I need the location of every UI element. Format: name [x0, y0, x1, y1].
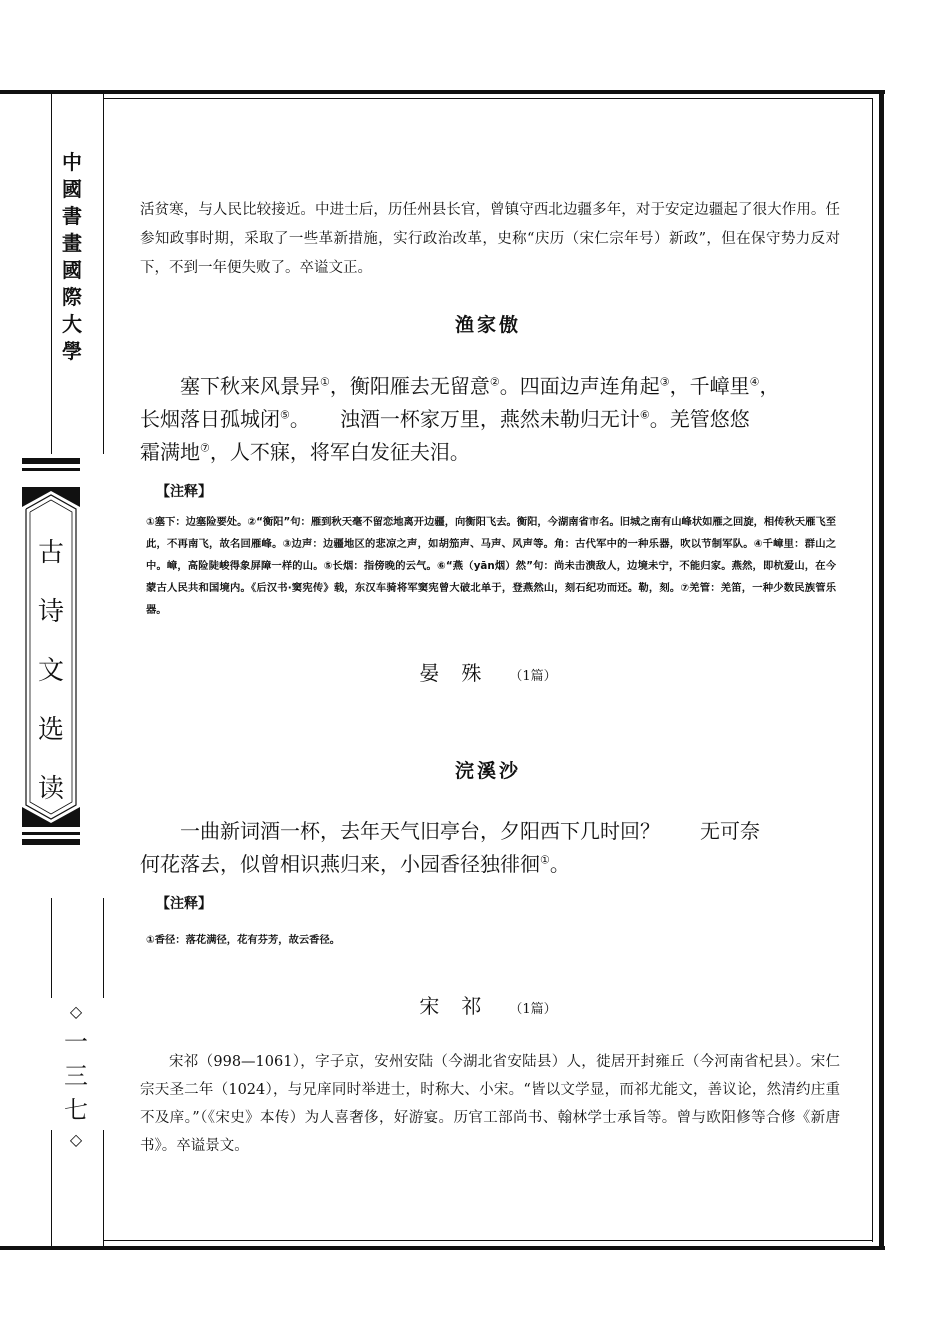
page-frame-bottom-inner [103, 1240, 873, 1241]
page-frame-top-inner [103, 98, 873, 99]
page-number-char: 七 [64, 1096, 88, 1124]
school-char: 學 [62, 339, 82, 363]
poem-line: 霜满地⑦，人不寐，将军白发征夫泪。 [140, 440, 470, 464]
banner-top-bar [22, 458, 80, 464]
diamond-icon: ◇ [69, 1002, 83, 1021]
intro-section [140, 196, 840, 283]
school-char: 大 [62, 312, 82, 336]
book-title-char: 诗 [37, 597, 64, 627]
page-frame-right [879, 90, 884, 1250]
book-title-char: 读 [37, 774, 64, 804]
note-text: ①香径：落花满径，花有芬芳，故云香径。 [146, 934, 341, 946]
page-frame-top [0, 90, 885, 94]
margin-rule-right-lower [103, 898, 104, 998]
intro-paragraph: 活贫寒，与人民比较接近。中进士后，历任州县长官，曾镇守西北边疆多年，对于安定边疆起了很大作用。任参知政事时期，采取了一些革新措施，实行政治改革，史称“庆历（宋仁宗年号）新政”，但在保守势力反对下，不到一年便失败了。卒谥文正。 [140, 202, 840, 276]
bio-section [140, 1048, 840, 1160]
poem-body [140, 815, 840, 881]
author-heading [103, 990, 873, 1019]
school-char: 畫 [62, 231, 82, 255]
bio-paragraph: 宋祁（998—1061），字子京，安州安陆（今湖北省安陆县）人，徙居开封雍丘（今河南省杞县）。宋仁宗天圣二年（1024），与兄庠同时举进士，时称大、小宋。“皆以文学显，而祁尤能文，善议论，然清约庄重不及庠。”（《宋史》本传）为人喜奢侈，好游宴。历官工部尚书、翰林学士承旨等。曾与欧阳修等合修《新唐书》。卒谥景文。 [140, 1054, 840, 1154]
school-char: 中 [62, 150, 82, 174]
book-title-char: 文 [37, 656, 64, 686]
school-char: 際 [62, 285, 82, 309]
book-title-vertical [22, 540, 80, 835]
diamond-icon: ◇ [69, 1130, 83, 1149]
note-label: 【注释】 [156, 484, 212, 500]
page-number-char: 一 [64, 1028, 88, 1056]
book-title-char: 选 [37, 715, 64, 745]
author-heading [103, 657, 873, 686]
poem-title: 浣溪沙 [454, 760, 521, 782]
poem-body [140, 370, 840, 469]
margin-rule-left-lower [51, 898, 52, 998]
school-char: 書 [62, 204, 82, 228]
page-number-char: 三 [64, 1062, 88, 1090]
poem-title: 渔家傲 [454, 314, 521, 336]
poem-line: 一曲新词酒一杯，去年天气旧亭台，夕阳西下几时回？ 无可奈 [180, 819, 760, 843]
poem-line: 塞下秋来风景异①，衡阳雁去无留意②。四面边声连角起③，千嶂里④， [180, 374, 780, 398]
school-name-vertical [62, 152, 82, 368]
author-poem-count: （1篇） [509, 1002, 557, 1017]
book-title-char: 古 [37, 538, 64, 568]
poem-line: 长烟落日孤城闭⑤。 浊酒一杯家万里，燕然未勒归无计⑥。羌管悠悠 [140, 407, 750, 431]
author-name: 晏殊 [419, 661, 504, 685]
page-number-vertical [58, 1004, 94, 1158]
margin-rule-left-bottom [51, 1130, 52, 1246]
banner-bottom-bar [22, 839, 80, 845]
note-text: ①塞下：边塞险要处。②“衡阳”句：雁到秋天毫不留恋地离开边疆，向衡阳飞去。衡阳，今湖南省市名。旧城之南有山峰状如雁之回旋，相传秋天雁飞至此，不再南飞，故名回雁峰。③边声：边疆地区的悲凉之声，如胡笳声、马声、风声等。角：古代军中的一种乐器，吹以节制军队。④千嶂里：群山之中。嶂，高险陡峻得象屏障一样的山。⑤长烟：指傍晚的云气。⑥“燕（yān烟）然”句：尚未击溃敌人，边境未宁，不能归家。燕然，即杭爱山，在今蒙古人民共和国境内。《后汉书·窦宪传》载，东汉车骑将军窦宪曾大破北单于，登燕然山，刻石纪功而还。勒，刻。⑦羌管：羌笛，一种少数民族管乐器。 [146, 516, 836, 616]
margin-rule-left [51, 94, 52, 454]
author-poem-count: （1篇） [509, 669, 557, 684]
school-char: 國 [62, 258, 82, 282]
school-char: 國 [62, 177, 82, 201]
poem-line: 何花落去，似曾相识燕归来，小园香径独徘徊①。 [140, 852, 570, 876]
note-label: 【注释】 [156, 896, 212, 912]
margin-rule-right [103, 94, 104, 454]
page-frame-bottom [0, 1246, 885, 1250]
margin-rule-right-bottom [103, 1130, 104, 1246]
banner-top-bar-thin [22, 468, 80, 471]
author-name: 宋祁 [419, 994, 504, 1018]
